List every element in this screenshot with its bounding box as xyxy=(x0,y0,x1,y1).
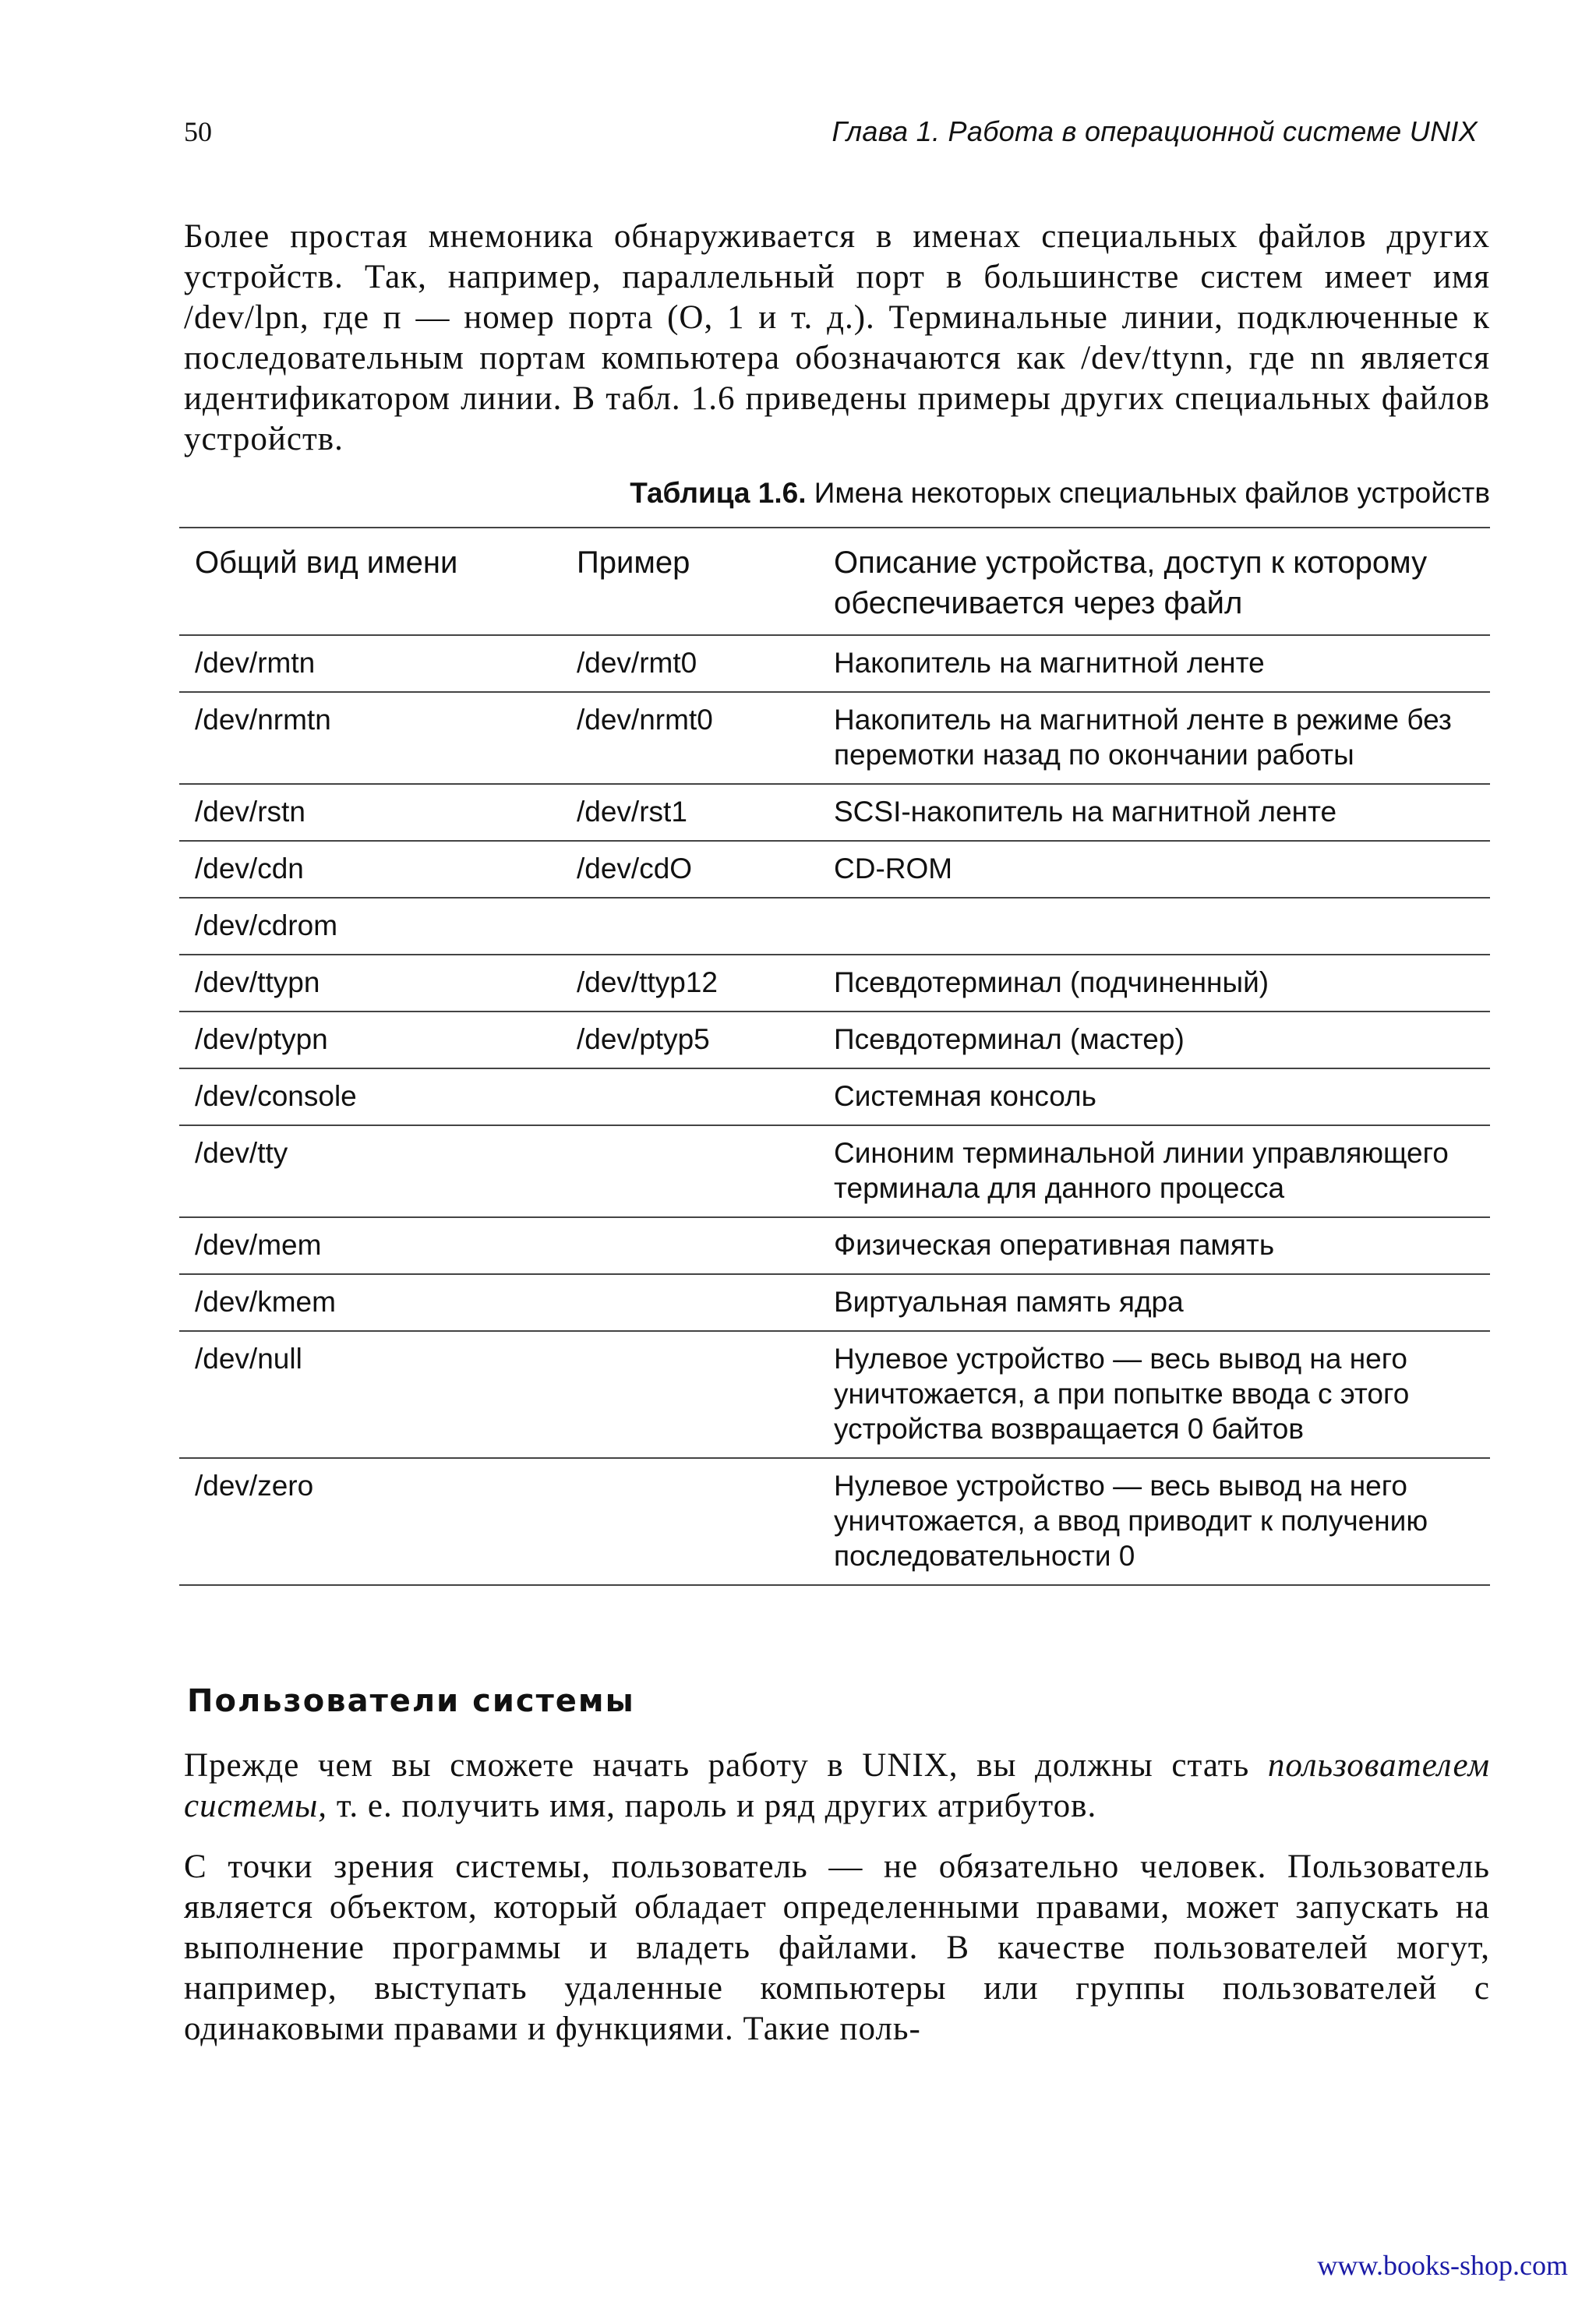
cell-example: /dev/ptyp5 xyxy=(561,1012,818,1068)
table-caption-label: Таблица 1.6. xyxy=(630,477,807,509)
cell-name: /dev/ptypn xyxy=(179,1012,561,1068)
cell-example xyxy=(561,1274,818,1331)
cell-example xyxy=(561,1217,818,1274)
page-header xyxy=(184,115,1478,154)
paragraph-1-term: пользователем системы, xyxy=(184,1747,1490,1824)
cell-description: Накопитель на магнитной ленте в режиме без перемотки назад по окончании работы xyxy=(818,692,1490,784)
cell-example: /dev/ttyp12 xyxy=(561,955,818,1012)
cell-name: /dev/rmtn xyxy=(179,635,561,692)
cell-description: SCSI-накопитель на магнитной ленте xyxy=(818,784,1490,841)
section-paragraph-2: С точки зрения системы, пользователь — не обязательно человек. Пользователь является объектом, который обладает определенными правами, может запускать на выполнение программы и владеть файлами. В качестве пользователей могут, например, выступать удаленные компьютеры или группы пользователей с одинаковыми правами и функциями. Такие поль- xyxy=(184,1848,1490,2047)
cell-description xyxy=(818,898,1490,955)
table-row xyxy=(179,1068,1490,1125)
footer-link[interactable]: www.books-shop.com xyxy=(1317,2250,1568,2281)
table-row xyxy=(179,635,1490,692)
table-row xyxy=(179,841,1490,898)
cell-name: /dev/rstn xyxy=(179,784,561,841)
cell-description: Нулевое устройство — весь вывод на него уничтожается, а при попытке ввода с этого устройства возвращается 0 байтов xyxy=(818,1331,1490,1458)
table-caption xyxy=(630,477,1490,510)
running-head: Глава 1. Работа в операционной системе UNIX xyxy=(832,115,1478,147)
table-row xyxy=(179,1217,1490,1274)
section-heading: Пользователи системы xyxy=(187,1683,635,1719)
table-row xyxy=(179,1331,1490,1458)
table-row xyxy=(179,692,1490,784)
cell-example xyxy=(561,1068,818,1125)
table-header-row xyxy=(179,528,1490,635)
cell-name: /dev/cdrom xyxy=(179,898,561,955)
table-row xyxy=(179,1274,1490,1331)
cell-example xyxy=(561,898,818,955)
table-row xyxy=(179,955,1490,1012)
cell-description: Псевдотерминал (мастер) xyxy=(818,1012,1490,1068)
cell-example: /dev/rmt0 xyxy=(561,635,818,692)
table-row xyxy=(179,1125,1490,1217)
cell-description: Нулевое устройство — весь вывод на него уничтожается, а ввод приводит к получению последовательности 0 xyxy=(818,1458,1490,1585)
cell-example: /dev/cdO xyxy=(561,841,818,898)
table-row xyxy=(179,898,1490,955)
cell-name: /dev/cdn xyxy=(179,841,561,898)
cell-name: /dev/tty xyxy=(179,1125,561,1217)
cell-name: /dev/kmem xyxy=(179,1274,561,1331)
cell-name: /dev/zero xyxy=(179,1458,561,1585)
intro-paragraph: Более простая мнемоника обнаруживается в именах специальных файлов других устройств. Так, например, параллельный порт в большинстве систем имеет имя /dev/lpn, где п — номер порта (О, 1 и т. д.). Терминальные линии, подключенные к последовательным портам компьютера обозначаются как /dev/ttynn, где nn является идентификатором линии. В табл. 1.6 приведены примеры других специальных файлов устройств. xyxy=(184,218,1490,457)
header-name: Общий вид имени xyxy=(179,528,561,635)
cell-description: Системная консоль xyxy=(818,1068,1490,1125)
cell-name: /dev/console xyxy=(179,1068,561,1125)
cell-example: /dev/nrmt0 xyxy=(561,692,818,784)
device-files-table xyxy=(179,527,1490,1586)
cell-example xyxy=(561,1331,818,1458)
cell-description: Синоним терминальной линии управляющего терминала для данного процесса xyxy=(818,1125,1490,1217)
table-caption-text: Имена некоторых специальных файлов устройств xyxy=(814,477,1490,509)
table-row xyxy=(179,1012,1490,1068)
header-description: Описание устройства, доступ к которому обеспечивается через файл xyxy=(818,528,1490,635)
cell-description: CD-ROM xyxy=(818,841,1490,898)
cell-description: Физическая оперативная память xyxy=(818,1217,1490,1274)
section-paragraph-1 xyxy=(184,1746,1490,1827)
cell-example xyxy=(561,1458,818,1585)
page-number: 50 xyxy=(184,116,212,147)
cell-description: Накопитель на магнитной ленте xyxy=(818,635,1490,692)
cell-example: /dev/rst1 xyxy=(561,784,818,841)
cell-description: Псевдотерминал (подчиненный) xyxy=(818,955,1490,1012)
cell-description: Виртуальная память ядра xyxy=(818,1274,1490,1331)
cell-name: /dev/mem xyxy=(179,1217,561,1274)
table-row xyxy=(179,1458,1490,1585)
table-row xyxy=(179,784,1490,841)
cell-name: /dev/ttypn xyxy=(179,955,561,1012)
cell-name: /dev/nrmtn xyxy=(179,692,561,784)
paragraph-1-start: Прежде чем вы сможете начать работу в UNIX, вы должны стать xyxy=(184,1747,1268,1784)
paragraph-1-end: т. е. получить имя, пароль и ряд других атрибутов. xyxy=(327,1788,1097,1824)
header-example: Пример xyxy=(561,528,818,635)
cell-name: /dev/null xyxy=(179,1331,561,1458)
cell-example xyxy=(561,1125,818,1217)
